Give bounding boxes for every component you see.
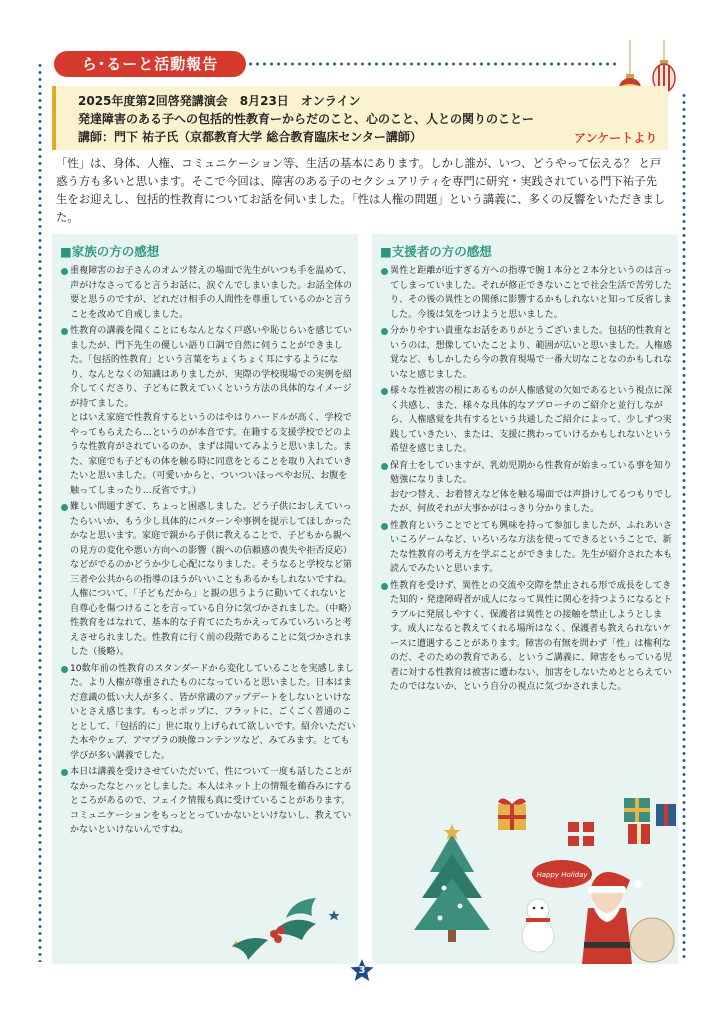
comment-text: 10数年前の性教育のスタンダードから変化していることを実感しました。より人権が尊重されたものになっていると思いました。日本はまだ意識の低い大人が多く、皆が常識のアップデートをしないといけないとさえ感じます。もっとポップに、フラットに、ごくごく普通のこととして、「包括的に」世に取り上げられて欲しいです。紹介いただいた本やウェブ、アマプラの映像コンテンツなど、みてみます。とても学びが多い講義でした。 [70,663,356,761]
comment-item [60,500,356,660]
section-tag: ら･るーと活動報告 [54,51,246,77]
christmas-tree-icon [414,824,490,942]
happy-holiday-text: Happy Holiday [536,871,588,879]
comment-text: 保育士をしていますが、乳幼児期から性教育が始まっている事を知り勉強になりました。 [390,460,672,485]
supporter-comments-column [372,234,678,964]
dotted-border-top [240,62,620,66]
comment-item [380,264,676,322]
supporter-comment-list [380,264,676,697]
comment-text: おむつ替え、お着替えなど体を触る場面では声掛けしてるつもりでしたが、何故それが大事かがはっきり分かりました。 [390,489,673,514]
lecture-title: 発達障害のある子への包括的性教育ーからだのこと、心のこと、人との関りのことー [78,112,535,126]
comment-item [380,324,676,382]
comment-text: 人権について、「子どもだから」と親の思うように動いてくれないと自尊心を傷つけることを言っている自分に気づかされました。（中略）性教育をはなれて、基本的な子育てにたちかえってみていろいろと考えさせられました。性教育に行く前の段階であることに気づかされました（後略）。 [70,589,352,657]
comment-text: 異性と距離が近すぎる方への指導で腕１本分と２本分というのは言ってしまっていました。それが修正できないことで社会生活で苦労したり、その後の異性との関係に影響するかもしれないと知って反省しました。今後は気をつけようと思いました。 [390,266,672,320]
comment-text: 様々な性被害の根にあるものが人権感覚の欠如であるという視点に深く共感し、また、様々な具体的なアプローチのご紹介と並行しながら、人権感覚を共有するという共通したご紹介によって、少しずつ実践していきたい、または、支援に携わっていけるかもしれないという希望を感じました。 [390,386,672,454]
page-number: 3 [358,965,366,976]
comment-text: 性教育の講義を聞くことにもなんとなく戸惑いや恥じらいを感じていましたが、門下先生の優しい語り口調で自然に伺うことができました。「包括的性教育」という言葉をちょくちょく耳にするようになり、なんとなくの知識はありましたが、実際の学校現場での実例を紹介してくださり、子どもに教えていくという方法の具体的なイメージが持てました。 [70,326,352,409]
family-comments-column [52,234,358,964]
comment-text: 難しい問題すぎて、ちょっと困惑しました。どう子供におしえていったらいいか、もう少し具体的にパターンや事例を提示してほしかったかなと思います。家庭で親から子供に教えることで、子どもから親への見方の変化や悪い方向への影響（親への信頼感の喪失や拒否反応）などがでるのかどうか少し心配になりました。そうなると学校など第三者や公共からの指導のほうがいいこともあるかもしれないですね。 [70,502,352,585]
comment-item [380,459,676,517]
gift-box-icon [498,798,526,830]
comment-text: とはいえ家庭で性教育するというのはやはりハードルが高く、学校でやってもらえたら…というのが本音です。在籍する支援学校でどのような性教育がされているのか、まずは聞いてみようと思いました。また、家庭でも子どもの体を触る時に同意をとることを取り入れていきたいと思いました。（可愛いからと、ついついほっぺやお尻、お腹を触ってしまったり…反省です。） [70,413,352,496]
lecturer-line: 講師：門下 祐子氏（京都教育大学 総合教育臨床センター講師） [78,130,422,144]
snowman-icon [522,899,554,952]
lecture-date-line: 2025年度第2回啓発講演会 8月23日 オンライン [78,94,361,108]
comment-text: 分かりやすい貴重なお話をありがとうございました。包括的性教育というのは、想像していたことより、範囲が広いと思いました。人権感覚など、もしかしたら今の教育現場で一番大切なことなのかもしれないなと感じました。 [390,326,672,380]
comment-text: 重複障害のお子さんのオムツ替えの場面で先生がいつも手を温めて、声がけなさってると言うお話に、涙ぐんでしまいました。お話全体の要と思うのですが、どれだけ相手の人間性を尊重しているのかと言うことを改めて自戒しました。 [70,266,352,320]
supporter-heading: ■支援者の方の感想 [380,244,492,259]
comment-item [60,662,356,764]
comment-text: 本日は講義を受けさせていただいて、性について一度も話したことがなかったなとハッとしました。本人はネット上の情報を鵜呑みにするところがあるので、フェイク情報も真に受けていることがあります。コミュニケーションをもっととっていかないといけないし、教えていかないといけないんですね。 [70,767,352,835]
comment-item [380,579,676,695]
comment-item [380,519,676,577]
dotted-border-left [38,62,42,962]
family-comment-list [60,264,356,840]
intro-paragraph: 「性」は、身体、人権、コミュニケーション等、生活の基本にあります。しかし誰が、いつ、どうやって伝える？ と戸惑う方も多いと思います。そこで今回は、障害のある子のセクシュアリティを専門に研究・実践されている門下祐子先生をお迎えし、包括的性教育についてお話を伺いました。「性は人権の問題」という講義に、多くの反響をいただきました。 [56,156,666,224]
comment-item [60,264,356,322]
survey-label: アンケートより [574,131,658,145]
christmas-illustration [412,794,678,964]
comment-item [380,384,676,457]
comment-item [60,324,356,498]
dotted-border-right [682,92,686,962]
holly-icon [202,894,352,960]
comment-text: 性教育を受けず、異性との交流や交際を禁止される形で成長をしてきた知的・発達障碍者が成人になって異性に関心を持つようになるとトラブルに発展しやすく、保護者は異性との接触を禁止しようとします。成人になると教えてくれる場所はなく、保護者も教えられないケースに遭遇することがあります。障害の有無を問わず「性」は権利なのだ、そのための教育である、というご講義に、障害をもっている児者に対する性教育は被害に遭わない、加害をしないためととらえていたのではないか、という自分の視点に気づかされました。 [390,580,672,692]
comment-item [60,765,356,838]
family-heading: ■家族の方の感想 [60,244,160,259]
comment-text: 性教育ということでとても興味を持って参加しましたが、ふれあいさいころゲームなど、いろいろな方法を使ってできるということで、新たな性教育の考え方を学ぶことができました。先生が紹介された本も読んでみたいと思います。 [390,520,672,574]
page-number-badge [349,958,375,984]
